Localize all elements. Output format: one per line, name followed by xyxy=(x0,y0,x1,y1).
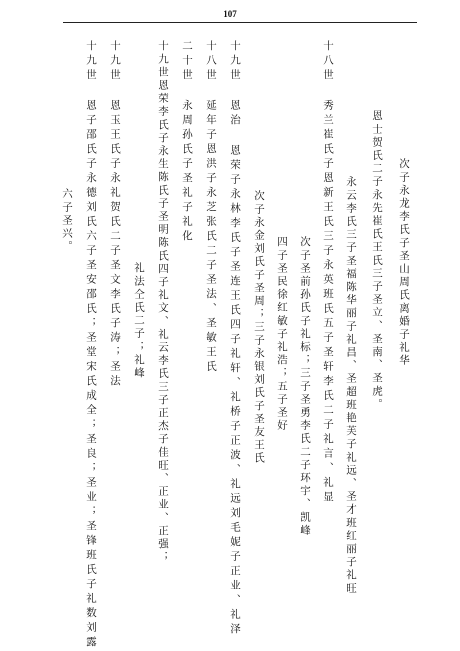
text-column: 十八世 延年子恩洪子永芝张氏二子圣法、圣敏王氏 xyxy=(205,40,217,375)
text-column: 六子圣兴。 xyxy=(61,188,73,254)
text-column: 二十世 永周孙氏子圣礼子礼化 xyxy=(181,40,193,245)
text-column: 恩士贺氏二子永先崔氏王氏三子圣立、圣南、圣虎。 xyxy=(371,110,383,412)
text-column: 次子永龙李氏子圣山周氏离婚子礼华 xyxy=(398,158,410,368)
text-column: 次子圣前孙氏子礼标；三子圣勇李氏二子环宇、凯峰 xyxy=(299,236,311,538)
text-column: 次子永金刘氏子圣周；三子永银刘氏子圣友王氏 xyxy=(253,190,265,466)
text-column: 十九世 恩治 恩荣子永林李氏子圣连王氏四子礼轩、礼桥子正波、礼远刘毛妮子正业、礼泽 xyxy=(229,40,241,638)
page-number: 107 xyxy=(223,9,237,19)
text-column: 永云李氏三子圣福陈华丽子礼昌、圣超班艳芙子礼远、圣才班红丽子礼旺 xyxy=(345,176,357,596)
text-column: 礼法仝氏二子；礼峰 xyxy=(133,262,145,380)
header-rule xyxy=(63,22,417,23)
text-column: 十八世 秀兰崔氏子恩新王氏三子永英班氏五子圣轩李氏二子礼言、礼显 xyxy=(322,40,334,506)
text-column: 十九世 恩子邵氏子永德刘氏六子圣安邵氏；圣堂宋氏成全；圣良；圣业；圣锋班氏子礼数刘露 xyxy=(85,40,97,651)
text-column: 四子圣民徐红敏子礼浩；五子圣好 xyxy=(276,236,288,433)
text-column: 十九世 恩玉王氏子永礼贺氏二子圣文李氏子涛；圣法 xyxy=(109,40,121,390)
text-column: 十九世恩荣李氏子永生陈氏子圣明陈氏四子礼文、礼云李氏三子正杰子佳旺、正业、正强； xyxy=(157,40,169,564)
